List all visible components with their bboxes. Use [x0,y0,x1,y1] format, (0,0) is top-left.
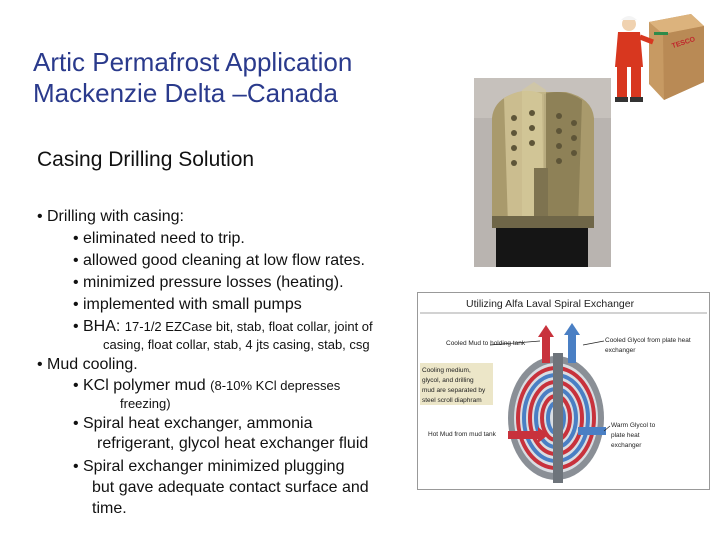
label-warm-2: plate heat [611,432,640,439]
label-medium-3: mud are separated by [422,387,486,394]
spiral-exchanger-continuation: refrigerant, glycol heat exchanger fluid [97,435,369,452]
bullet-text: Spiral exchanger minimized plugging [83,458,345,475]
bullet-text: eliminated need to trip. [83,230,245,247]
bullet-text: Mud cooling. [47,356,138,373]
label-hot-mud: Hot Mud from mud tank [428,431,496,438]
diagram-title: Utilizing Alfa Laval Spiral Exchanger [466,298,635,310]
label-warm-3: exchanger [611,442,642,449]
label-medium-2: glycol, and drilling [422,377,474,384]
sub-bullet-minimized-plugging: • Spiral exchanger minimized plugging [73,458,345,475]
title-line-2: Mackenzie Delta –Canada [33,78,338,108]
bullet-text: minimized pressure losses (heating). [83,274,344,291]
bullet-detail: 17-1/2 EZCase bit, stab, float collar, joint of [124,319,373,334]
drill-bit-image [474,78,611,267]
label-warm-1: Warm Glycol to [611,422,656,429]
bullet-text: Drilling with casing: [47,208,184,225]
label-medium-1: Cooling medium, [422,367,471,374]
diagram-graphic [418,293,709,489]
title-line-1: Artic Permafrost Application [33,47,353,77]
label-cooled-glycol-2: exchanger [605,347,636,354]
bha-continuation: casing, float collar, stab, 4 jts casing, stab, csg [103,337,370,352]
bullet-text: allowed good cleaning at low flow rates. [83,252,365,269]
sub-bullet-bha: • BHA: 17-1/2 EZCase bit, stab, float collar, joint of [73,318,373,335]
label-medium-4: steel scroll diaphram [422,397,482,404]
slide-subtitle: Casing Drilling Solution [37,148,255,171]
bullet-drilling-with-casing: • Drilling with casing: [37,208,184,225]
bullet-mud-cooling: • Mud cooling. [37,356,138,373]
sub-bullet-small-pumps: • implemented with small pumps [73,296,302,313]
kcl-continuation: freezing) [120,396,171,411]
sub-bullet-pressure-losses: • minimized pressure losses (heating). [73,274,344,291]
sub-bullet-eliminated-trip: • eliminated need to trip. [73,230,245,247]
plugging-continuation-2: time. [92,500,127,517]
hot-mud-inlet-pipe [508,431,538,439]
crate-label: TESCO [671,36,697,51]
cold-inlet-pipe [568,333,576,363]
bullet-text: Spiral heat exchanger, ammonia [83,415,313,432]
bullet-text: BHA: [83,318,125,335]
sub-bullet-good-cleaning: • allowed good cleaning at low flow rates. [73,252,365,269]
sub-bullet-kcl-mud: • KCl polymer mud (8-10% KCl depresses [73,377,341,394]
label-cooled-glycol-1: Cooled Glycol from plate heat [605,337,691,344]
plugging-continuation-1: but gave adequate contact surface and [92,479,369,496]
sub-bullet-spiral-exchanger: • Spiral heat exchanger, ammonia [73,415,313,432]
label-cooled-mud: Cooled Mud to holding tank [446,340,526,347]
bullet-text: KCl polymer mud [83,377,211,394]
worker-crate-logo [609,12,706,104]
bullet-text: implemented with small pumps [83,296,302,313]
bullet-detail: (8-10% KCl depresses [210,378,341,393]
spiral-exchanger-diagram [417,292,710,490]
warm-glycol-outlet-pipe [578,427,606,435]
spiral-exchanger-body [508,353,604,483]
slide-title [33,47,352,109]
